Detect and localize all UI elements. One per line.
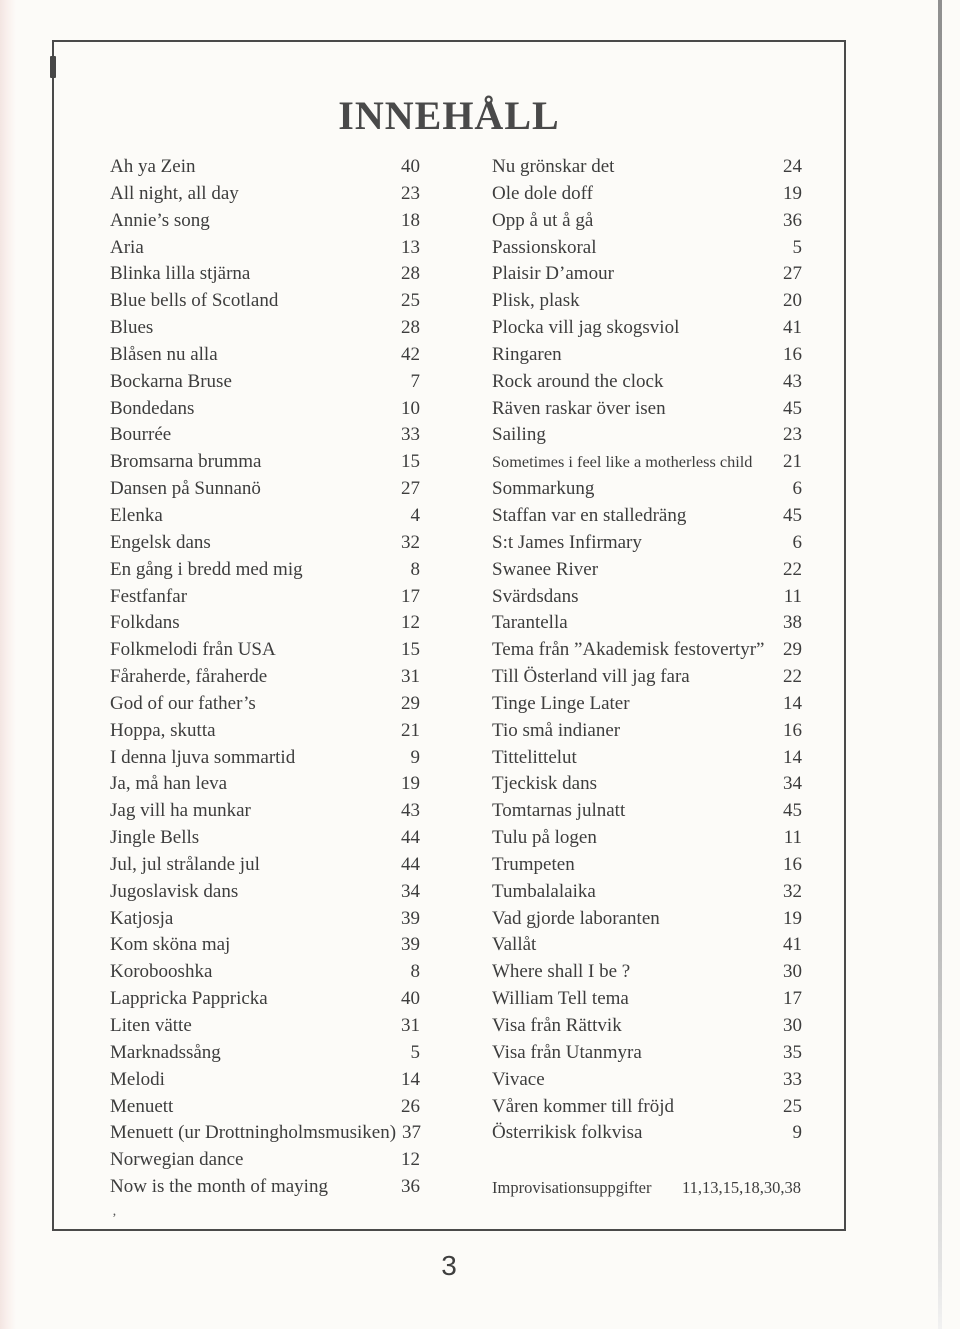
song-page-number: 27 — [401, 478, 420, 500]
song-title: Ah ya Zein — [110, 156, 196, 177]
song-title: William Tell tema — [492, 988, 629, 1010]
song-title: Tio små indianer — [492, 719, 621, 741]
song-page-number: 17 — [783, 988, 802, 1010]
song-title: Bockarna Bruse — [110, 370, 232, 392]
song-page-number: 14 — [783, 692, 802, 714]
toc-row — [110, 396, 420, 423]
song-title: Tittelittelut — [492, 746, 577, 768]
frame-smudge-mark — [50, 56, 56, 78]
song-page-number: 34 — [401, 880, 420, 902]
improvisation-label: Improvisationsuppgifter — [492, 1178, 652, 1197]
toc-row — [110, 906, 420, 933]
toc-row — [492, 1040, 802, 1067]
toc-row — [492, 422, 802, 449]
song-title: Staffan var en stalledräng — [492, 504, 687, 526]
toc-row — [110, 879, 420, 906]
song-page-number: 8 — [410, 961, 420, 983]
toc-row — [110, 288, 420, 315]
song-page-number: 12 — [401, 1149, 420, 1171]
song-page-number: 16 — [783, 719, 802, 741]
song-page-number: 12 — [401, 612, 420, 634]
song-page-number: 29 — [401, 692, 420, 714]
toc-row — [492, 718, 802, 745]
toc-row — [110, 986, 420, 1013]
toc-row — [492, 879, 802, 906]
song-page-number: 23 — [783, 424, 802, 446]
toc-row — [492, 745, 802, 772]
song-page-number: 8 — [410, 558, 420, 580]
song-page-number: 18 — [401, 209, 420, 231]
toc-row — [110, 1174, 420, 1201]
song-title: Ja, må han leva — [110, 773, 228, 795]
song-title: Norwegian dance — [110, 1149, 244, 1171]
song-title: Elenka — [110, 504, 163, 526]
song-page-number: 25 — [783, 1095, 802, 1117]
toc-row — [492, 932, 802, 959]
song-title: Tulu på logen — [492, 827, 597, 849]
song-page-number: 16 — [783, 853, 802, 875]
song-page-number: 21 — [401, 719, 420, 741]
toc-row — [492, 154, 802, 181]
song-title: Folkmelodi från USA — [110, 639, 276, 661]
song-page-number: 22 — [783, 558, 802, 580]
song-title: Blåsen nu alla — [110, 343, 218, 365]
toc-row — [110, 584, 420, 611]
song-title: Österrikisk folkvisa — [492, 1122, 643, 1144]
toc-row — [492, 959, 802, 986]
song-page-number: 32 — [401, 531, 420, 553]
toc-row — [110, 691, 420, 718]
toc-row — [110, 557, 420, 584]
song-page-number: 29 — [783, 639, 802, 661]
toc-row — [492, 691, 802, 718]
song-title: Tjeckisk dans — [492, 773, 598, 795]
toc-row — [110, 825, 420, 852]
song-title: Sailing — [492, 424, 546, 446]
page-number: 3 — [441, 1250, 457, 1281]
toc-row — [110, 422, 420, 449]
song-title: S:t James Infirmary — [492, 531, 642, 553]
song-title: Passionskoral — [492, 236, 597, 258]
song-title: Ringaren — [492, 343, 562, 365]
toc-row — [492, 557, 802, 584]
song-page-number: 33 — [401, 424, 420, 446]
song-title: Sommarkung — [492, 478, 595, 500]
toc-row — [492, 852, 802, 879]
song-page-number: 25 — [401, 290, 420, 312]
song-page-number: 45 — [783, 397, 802, 419]
song-page-number: 10 — [401, 397, 420, 419]
toc-row — [110, 932, 420, 959]
toc-row — [110, 261, 420, 288]
song-page-number: 40 — [401, 988, 420, 1010]
song-page-number: 34 — [783, 773, 802, 795]
song-page-number: 9 — [410, 746, 420, 768]
toc-row — [492, 664, 802, 691]
toc-row — [492, 906, 802, 933]
scan-speck: ‚ — [112, 1204, 117, 1219]
song-title: Nu grönskar det — [492, 156, 615, 177]
toc-row — [110, 315, 420, 342]
toc-row — [492, 1013, 802, 1040]
page-title: INNEHÅLL — [338, 93, 560, 138]
toc-row — [492, 1120, 802, 1147]
toc-row — [492, 530, 802, 557]
song-page-number: 44 — [401, 827, 420, 849]
song-page-number: 5 — [410, 1041, 420, 1063]
song-page-number: 21 — [783, 451, 802, 473]
song-title: Jul, jul strålande jul — [110, 853, 260, 875]
song-title: Trumpeten — [492, 853, 575, 875]
toc-row — [492, 637, 802, 664]
scan-edge-left — [0, 0, 16, 1329]
toc-row — [110, 181, 420, 208]
toc-row — [492, 771, 802, 798]
song-page-number: 44 — [401, 853, 420, 875]
page-frame — [52, 40, 846, 1231]
toc-row — [492, 1094, 802, 1121]
song-page-number: 24 — [783, 156, 802, 177]
toc-row — [110, 664, 420, 691]
song-page-number: 13 — [401, 236, 420, 258]
song-page-number: 6 — [792, 478, 802, 500]
song-page-number: 31 — [401, 1015, 420, 1036]
song-title: Bondedans — [110, 397, 195, 419]
song-page-number: 31 — [401, 666, 420, 688]
toc-row — [110, 959, 420, 986]
toc-row — [110, 718, 420, 745]
toc-row — [110, 154, 420, 181]
toc-row — [110, 1067, 420, 1094]
toc-row — [492, 261, 802, 288]
song-title: Räven raskar över isen — [492, 397, 666, 419]
song-page-number: 19 — [783, 182, 802, 204]
song-page-number: 28 — [401, 317, 420, 339]
song-title: Vivace — [492, 1068, 545, 1090]
song-title: Blue bells of Scotland — [110, 290, 279, 312]
song-page-number: 36 — [783, 209, 802, 231]
song-title: Visa från Rättvik — [492, 1015, 622, 1036]
song-title: En gång i bredd med mig — [110, 558, 303, 580]
toc-row — [492, 208, 802, 235]
scan-page-edge-line — [938, 0, 942, 1329]
song-page-number: 33 — [783, 1068, 802, 1090]
song-page-number: 40 — [401, 156, 420, 177]
song-title: Menuett — [110, 1095, 174, 1117]
song-page-number: 5 — [792, 236, 802, 258]
toc-row — [110, 476, 420, 503]
song-title: I denna ljuva sommartid — [110, 746, 296, 768]
song-page-number: 6 — [792, 531, 802, 553]
song-title: Rock around the clock — [492, 370, 664, 392]
toc-row — [110, 1120, 420, 1147]
song-page-number: 27 — [783, 263, 802, 285]
song-page-number: 30 — [783, 1015, 802, 1036]
song-title: God of our father’s — [110, 692, 256, 714]
song-title: Korobooshka — [110, 961, 213, 983]
song-title: Plaisir D’amour — [492, 263, 614, 285]
song-title: Visa från Utanmyra — [492, 1041, 642, 1063]
toc-row — [492, 181, 802, 208]
song-title: Opp å ut å gå — [492, 209, 594, 231]
song-page-number: 17 — [401, 585, 420, 607]
improvisation-entry — [492, 1178, 801, 1198]
toc-row — [492, 288, 802, 315]
song-title: Till Österland vill jag fara — [492, 666, 690, 688]
song-page-number: 28 — [401, 263, 420, 285]
song-title: Liten vätte — [110, 1015, 192, 1036]
song-title: Blinka lilla stjärna — [110, 263, 251, 285]
song-page-number: 11 — [783, 585, 802, 607]
toc-row — [110, 369, 420, 396]
song-page-number: 15 — [401, 639, 420, 661]
song-page-number: 30 — [783, 961, 802, 983]
song-page-number: 38 — [783, 612, 802, 634]
song-page-number: 15 — [401, 451, 420, 473]
toc-row — [492, 396, 802, 423]
toc-row — [492, 476, 802, 503]
toc-row — [492, 610, 802, 637]
toc-row — [110, 1147, 420, 1174]
toc-row — [492, 798, 802, 825]
song-title: Tarantella — [492, 612, 568, 634]
song-title: Lappricka Pappricka — [110, 988, 268, 1010]
song-page-number: 11 — [783, 827, 802, 849]
toc-row — [110, 610, 420, 637]
toc-row — [110, 771, 420, 798]
toc-row — [492, 503, 802, 530]
song-title: Plocka vill jag skogsviol — [492, 317, 680, 339]
song-page-number: 39 — [401, 907, 420, 929]
song-page-number: 14 — [783, 746, 802, 768]
song-title: Jingle Bells — [110, 827, 200, 849]
song-title: Marknadssång — [110, 1041, 221, 1063]
song-page-number: 45 — [783, 504, 802, 526]
song-title: Swanee River — [492, 558, 599, 580]
song-page-number: 39 — [401, 934, 420, 956]
song-title: Where shall I be ? — [492, 961, 631, 983]
song-page-number: 32 — [783, 880, 802, 902]
song-title: Tomtarnas julnatt — [492, 800, 626, 822]
song-page-number: 19 — [783, 907, 802, 929]
song-page-number: 22 — [783, 666, 802, 688]
song-title: Kom sköna maj — [110, 934, 231, 956]
song-page-number: 43 — [401, 800, 420, 822]
toc-row — [492, 449, 802, 476]
song-title: Jugoslavisk dans — [110, 880, 239, 902]
song-page-number: 23 — [401, 182, 420, 204]
song-title: Tinge Linge Later — [492, 692, 630, 714]
toc-row — [110, 745, 420, 772]
song-title: Våren kommer till fröjd — [492, 1095, 675, 1117]
song-title: Menuett (ur Drottningholmsmusiken) — [110, 1122, 397, 1144]
song-page-number: 42 — [401, 343, 420, 365]
toc-row — [110, 449, 420, 476]
song-page-number: 41 — [783, 934, 802, 956]
song-page-number: 7 — [410, 370, 420, 392]
song-title: Aria — [110, 236, 144, 258]
toc-row — [110, 1040, 420, 1067]
toc-row — [110, 1094, 420, 1121]
toc-row — [110, 235, 420, 262]
song-page-number: 9 — [792, 1122, 802, 1144]
song-title: Katjosja — [110, 907, 174, 929]
toc-row — [110, 342, 420, 369]
toc-row — [110, 798, 420, 825]
song-title: All night, all day — [110, 182, 239, 204]
song-title: Now is the month of maying — [110, 1176, 328, 1198]
song-page-number: 36 — [401, 1176, 420, 1198]
toc-row — [492, 1067, 802, 1094]
toc-row — [492, 986, 802, 1013]
toc-row — [110, 1013, 420, 1040]
song-title: Vallåt — [492, 934, 537, 956]
song-page-number: 20 — [783, 290, 802, 312]
song-title: Jag vill ha munkar — [110, 800, 251, 822]
toc-row — [110, 530, 420, 557]
song-page-number: 26 — [401, 1095, 420, 1117]
song-page-number: 19 — [401, 773, 420, 795]
song-title: Fåraherde, fåraherde — [110, 666, 268, 688]
song-title: Blues — [110, 317, 154, 339]
toc-row — [110, 637, 420, 664]
song-page-number: 4 — [410, 504, 420, 526]
toc-row — [492, 369, 802, 396]
toc-row — [492, 825, 802, 852]
song-title: Bourrée — [110, 424, 172, 446]
toc-row — [492, 315, 802, 342]
song-title: Engelsk dans — [110, 531, 211, 553]
toc-row — [492, 584, 802, 611]
improvisation-pages: 11,13,15,18,30,38 — [681, 1178, 801, 1197]
song-title: Ole dole doff — [492, 182, 593, 204]
song-title: Dansen på Sunnanö — [110, 478, 261, 500]
toc-row — [110, 208, 420, 235]
toc-column-right — [492, 154, 802, 1147]
song-title: Tema från ”Akademisk festovertyr” — [492, 639, 765, 661]
song-page-number: 43 — [783, 370, 802, 392]
song-title: Folkdans — [110, 612, 180, 634]
song-page-number: 37 — [402, 1122, 422, 1144]
song-title: Tumbalalaika — [492, 880, 596, 902]
song-title: Bromsarna brumma — [110, 451, 262, 473]
song-title: Annie’s song — [110, 209, 210, 231]
toc-row — [110, 852, 420, 879]
song-title: Vad gjorde laboranten — [492, 907, 660, 929]
song-page-number: 41 — [783, 317, 802, 339]
toc-column-left — [110, 154, 420, 1201]
song-page-number: 35 — [783, 1041, 802, 1063]
song-page-number: 45 — [783, 800, 802, 822]
song-title: Melodi — [110, 1068, 165, 1090]
song-title: Festfanfar — [110, 585, 188, 607]
toc-row — [492, 235, 802, 262]
toc-row — [492, 342, 802, 369]
song-page-number: 14 — [401, 1068, 420, 1090]
song-title: Plisk, plask — [492, 290, 580, 312]
song-title: Sometimes i feel like a motherless child — [492, 452, 753, 472]
song-title: Svärdsdans — [492, 585, 579, 607]
toc-row — [110, 503, 420, 530]
song-title: Hoppa, skutta — [110, 719, 216, 741]
song-page-number: 16 — [783, 343, 802, 365]
